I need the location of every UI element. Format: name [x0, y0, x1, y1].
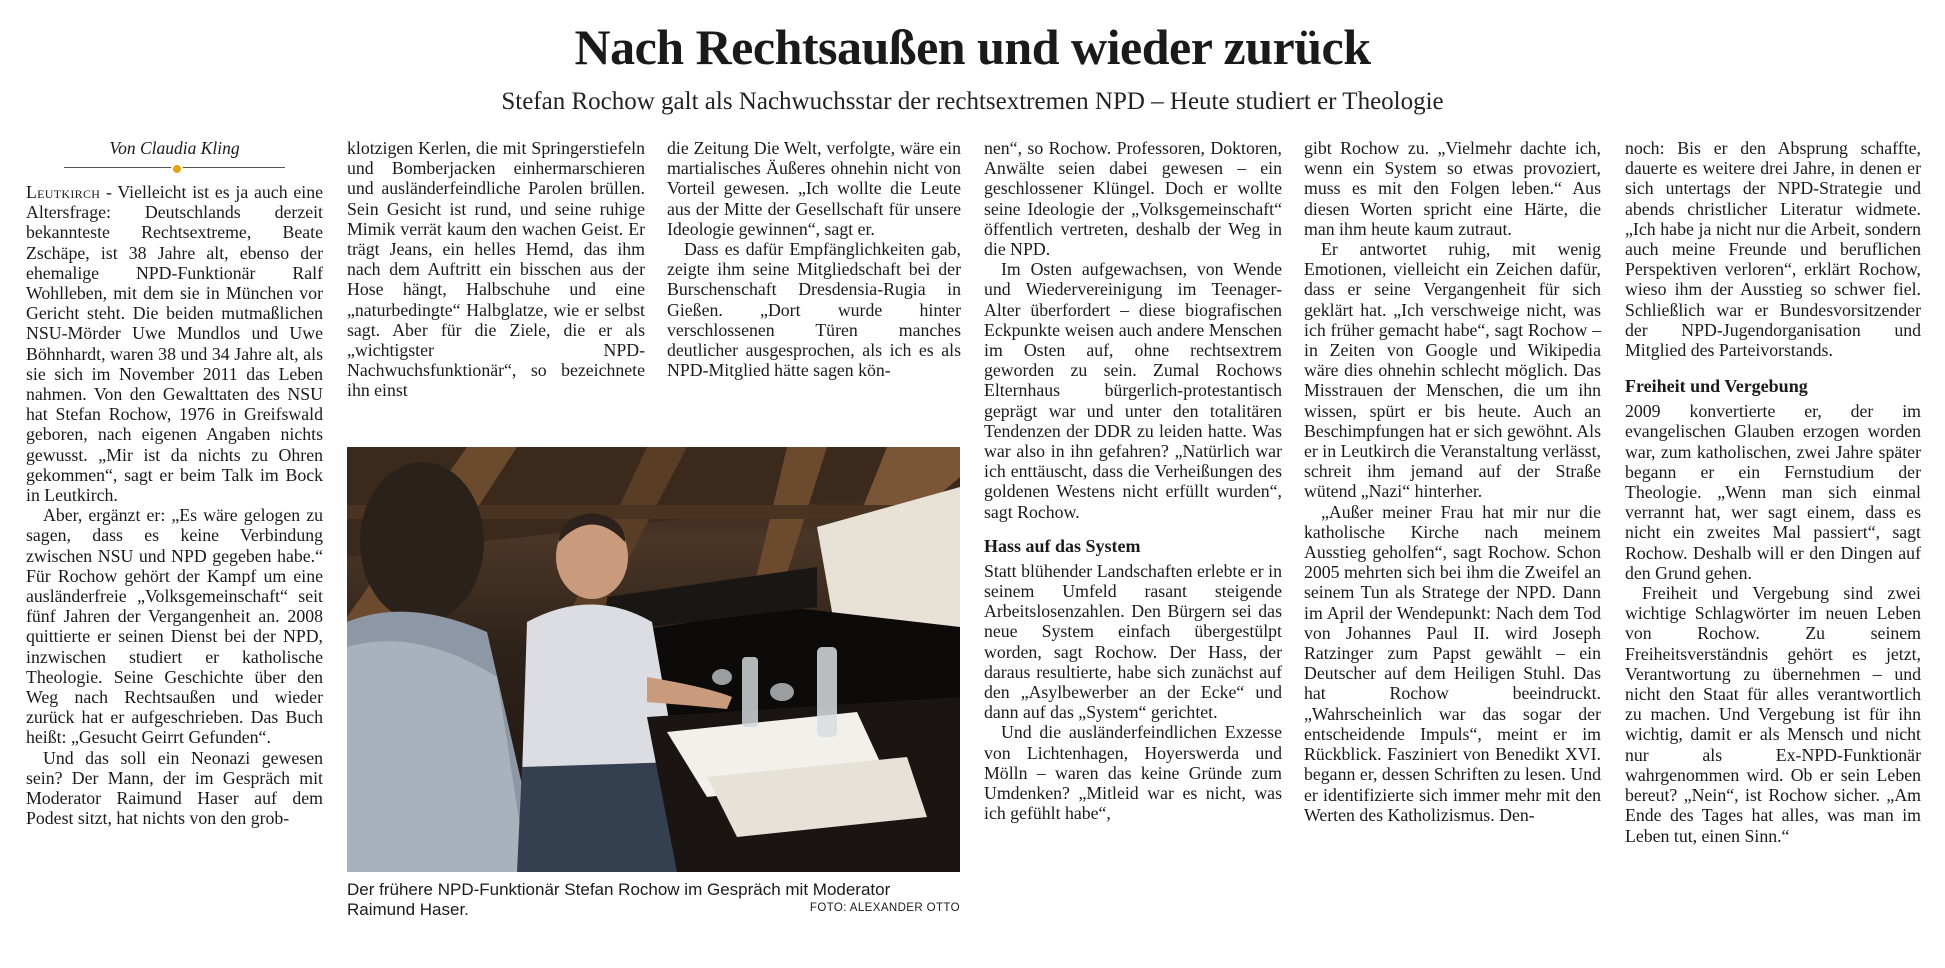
- headline: Nach Rechtsaußen und wieder zurück: [574, 19, 1371, 75]
- paragraph: Er antwortet ruhig, mit wenig Emotionen, vielleicht ein Zeichen dafür, dass er seine Vergangenheit für sich geklärt hat. „Ich verschweige nicht, was ich früher gemacht habe“, sagt Rochow – in Zeiten von Google und Wikipedia wäre dies ohnehin schlecht möglich. Das Misstrauen der Menschen, die um ihn wissen, spürt er bis heute. Auch an Beschimpfungen hat er sich gewöhnt. Als er in Leutkirch die Veranstaltung verlässt, schreit ihm jemand auf der Straße wütend „Nazi“ hinterher.: [1304, 239, 1601, 502]
- paragraph: Und das soll ein Neonazi gewesen sein? Der Mann, der im Gespräch mit Moderator Raimund Haser auf dem Podest sitzt, hat nichts von den grob-: [26, 747, 323, 829]
- subheading: Freiheit und Vergebung: [1625, 376, 1808, 397]
- caption-text: Der frühere NPD-Funktionär Stefan Rochow im Gespräch mit Moderator Raimund Haser.: [347, 880, 891, 919]
- dateline: Leutkirch: [26, 182, 101, 202]
- article-column-3: [667, 138, 961, 380]
- paragraph: noch: Bis er den Absprung schaffte, dauerte es weitere drei Jahre, in denen er sich untertags der NPD-Strategie und abends christlicher Literatur widmete. „Ich habe ja nicht nur die Arbeit, sondern auch meine Freunde und beruflichen Perspektiven verloren“, erklärt Rochow, wieso ihm der Ausstieg so schwer fiel. Schließlich war er Bundesvorsitzender der NPD-Jugendorganisation und Mitglied des Parteivorstands.: [1625, 138, 1921, 361]
- accent-dot-icon: [171, 163, 183, 175]
- paragraph: Dass es dafür Empfänglichkeiten gab, zeigte ihm seine Mitgliedschaft bei der Burschenschaft Dresdensia-Rugia in Gießen. „Dort wurde hinter verschlossenen Türen manches deutlicher ausgesprochen, als ich es als NPD-Mitglied hätte sagen kön-: [667, 239, 961, 381]
- subheading: Hass auf das System: [984, 535, 1141, 556]
- paragraph: klotzigen Kerlen, die mit Springerstiefeln und Bomberjacken einhermarschieren und ausländerfeindliche Parolen brüllen. Sein Gesicht ist rund, und seine ruhige Mimik verrät kaum den wachen Geist. Er trägt Jeans, ein helles Hemd, das ihm nach dem Auftritt ein bisschen aus der Hose hängt, Halbschuhe und eine „naturbedingte“ Halbglatze, wie er selbst sagt. Aber für die Ziele, die er als „wichtigster NPD-Nachwuchsfunktionär“, so bezeichnete ihn einst: [347, 138, 645, 401]
- article-column-6: [1625, 138, 1921, 846]
- paragraph: Und die ausländerfeindlichen Exzesse von Lichtenhagen, Hoyerswerda und Mölln – waren das keine Gründe zum Umdenken? „Mitleid war es nicht, was ich gefühlt habe“,: [984, 722, 1282, 824]
- photo-credit: FOTO: ALEXANDER OTTO: [809, 902, 960, 914]
- article-column-5: [1304, 138, 1601, 825]
- byline-divider: [64, 162, 285, 174]
- subheadline: Stefan Rochow galt als Nachwuchsstar der rechtsextremen NPD – Heute studiert er Theologie: [501, 88, 1444, 115]
- paragraph: die Zeitung Die Welt, verfolgte, wäre ein martialisches Äußeres ohnehin nicht von Vorteil gewesen. „Ich wollte die Leute aus der Mitte der Gesellschaft für unsere Ideologie gewinnen“, sagt er.: [667, 138, 961, 239]
- paragraph: Leutkirch - Vielleicht ist es ja auch eine Altersfrage: Deutschlands derzeit bekannteste Rechtsextreme, Beate Zschäpe, ist 38 Jahre alt, ebenso der ehemalige NPD-Funktionär Ralf Wohlleben, mit dem sie in München vor Gericht steht. Die beiden mutmaßlichen NSU-Mörder Uwe Mundlos und Uwe Böhnhardt, waren 38 und 34 Jahre alt, als sie sich im November 2011 das Leben nahmen. Von den Gewalttaten des NSU hat Stefan Rochow, 1976 in Greifswald geboren, nach eigenen Angaben nichts gewusst. „Mir ist da nichts zu Ohren gekommen“, sagt er beim Talk im Bock in Leutkirch.: [26, 182, 323, 506]
- article-photo: [347, 447, 960, 872]
- paragraph: Statt blühender Landschaften erlebte er in seinem Umfeld rasant steigende Arbeitslosenzahlen. Den Bürgern sei das neue System einfach übergestülpt worden, sagt Rochow. Der Hass, der daraus resultierte, habe sich zunächst auf den „Asylbewerber an der Ecke“ und dann auf das „System“ gerichtet.: [984, 560, 1282, 723]
- paragraph: Freiheit und Vergebung sind zwei wichtige Schlagwörter im neuen Leben von Rochow. Zu seinem Freiheitsverständnis gehört es jetzt, Verantwortung zu übernehmen – und nicht den Staat für alles verantwortlich zu machen. Und Vergebung ist für ihn wichtig, damit er als Mensch und nicht nur als Ex-NPD-Funktionär wahrgenommen wird. Ob er sein Leben bereut? „Nein“, ist Rochow sicher. „Am Ende des Tages hat alles, was man im Leben tut, einen Sinn.“: [1625, 583, 1921, 846]
- article-column-2: [347, 138, 645, 401]
- article-column-4: [984, 138, 1282, 824]
- photo-caption: [347, 880, 960, 920]
- byline: Von Claudia Kling: [109, 138, 240, 158]
- paragraph: „Außer meiner Frau hat mir nur die katholische Kirche nach meinem Ausstieg geholfen“, sagt Rochow. Schon 2005 mehrten sich bei ihm die Zweifel an seinem Tun als Stratege der NPD. Dann im April der Wendepunkt: Nach dem Tod von Johannes Paul II. wird Joseph Ratzinger zum Papst gewählt – ein Deutscher auf dem Heiligen Stuhl. Das hat Rochow beeindruckt. „Wahrscheinlich war das sogar der entscheidende Impuls“, meint er im Rückblick. Fasziniert von Benedikt XVI. begann er, dessen Schriften zu lesen. Und er identifizierte sich immer mehr mit den Werten des Katholizismus. Den-: [1304, 501, 1601, 825]
- paragraph: nen“, so Rochow. Professoren, Doktoren, Anwälte seien dabei gewesen – ein geschlossener Klüngel. Doch er wollte seine Ideologie der „Volksgemeinschaft“ öffentlich vertreten, deshalb der Weg in die NPD.: [984, 138, 1282, 260]
- paragraph: 2009 konvertierte er, der im evangelischen Glauben erzogen worden war, zum katholischen, zwei Jahre später begann er ein Fernstudium der Theologie. „Wenn man sich einmal verrannt hat, wer sagt einem, dass es nicht ein zweites Mal passiert“, sagt Rochow. Deshalb will er den Dingen auf den Grund gehen.: [1625, 401, 1921, 583]
- photo-scene: [347, 447, 960, 872]
- article-column-1: [26, 138, 323, 829]
- paragraph: Im Osten aufgewachsen, von Wende und Wiedervereinigung im Teenager-Alter überfordert – diese biografischen Eckpunkte weisen auch andere Menschen im Osten auf, ohne rechtsextrem geworden zu sein. Zumal Rochows Elternhaus bürgerlich-protestantisch geprägt war und unter den totalitären Tendenzen der DDR zu leiden hatte. Was war also in ihn gefahren? „Natürlich war ich enttäuscht, dass die Verheißungen des goldenen Westens nicht erfüllt wurden“, sagt Rochow.: [984, 259, 1282, 522]
- paragraph: Aber, ergänzt er: „Es wäre gelogen zu sagen, dass es keine Verbindung zwischen NSU und NPD gegeben habe.“ Für Rochow gehört der Kampf um eine ausländerfreie „Volksgemeinschaft“ seit fünf Jahren der Vergangenheit an. 2008 quittierte er seinen Dienst bei der NPD, inzwischen studiert er katholische Theologie. Seine Geschichte über den Weg nach Rechtsaußen und wieder zurück hat er aufgeschrieben. Das Buch heißt: „Gesucht Geirrt Gefunden“.: [26, 505, 323, 748]
- paragraph: gibt Rochow zu. „Vielmehr dachte ich, wenn ein System so etwas provoziert, muss es mit den Folgen leben.“ Aus diesen Worten spricht eine Härte, die man ihm heute kaum zutraut.: [1304, 138, 1601, 239]
